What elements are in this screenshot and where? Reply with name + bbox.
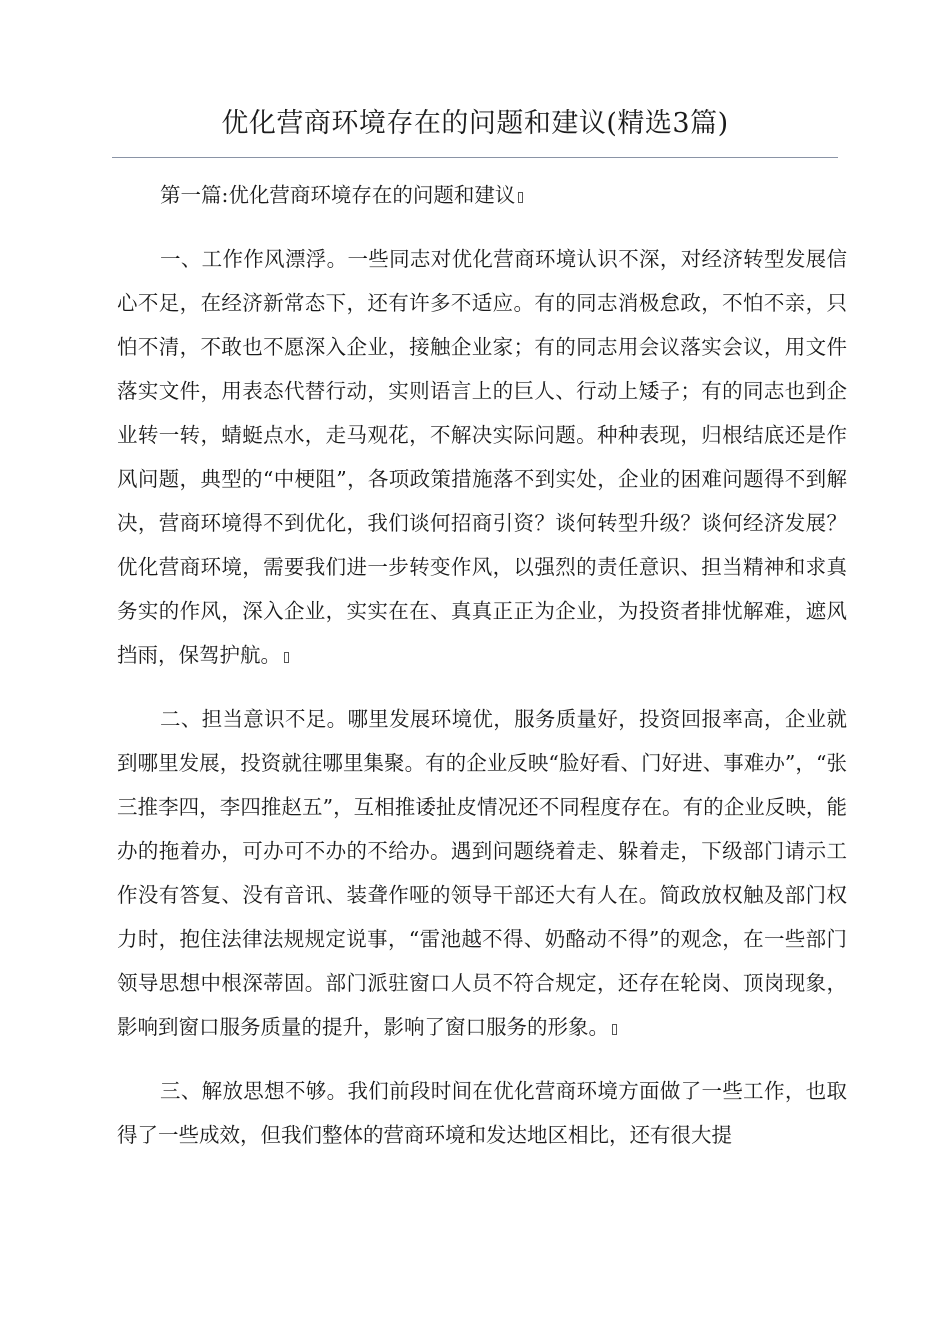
- document-title: 优化营商环境存在的问题和建议(精选3篇): [221, 108, 729, 139]
- title-divider: [112, 157, 838, 158]
- paragraph-1: [117, 237, 847, 677]
- paragraph-2: [117, 697, 847, 1049]
- paragraph-3: [117, 1069, 847, 1157]
- paragraph-mark-icon: [518, 192, 523, 203]
- document-body: [117, 173, 847, 1157]
- paragraph-mark-icon: [612, 1024, 617, 1035]
- paragraph-2-text: 二、担当意识不足。哪里发展环境优，服务质量好，投资回报率高，企业就到哪里发展，投资就往哪里集聚。有的企业反映“脸好看、门好进、事难办”，“张三推李四，李四推赵五”，互相推诿扯皮情况还不同程度存在。有的企业反映，能办的拖着办，可办可不办的不给办。遇到问题绕着走、躲着走，下级部门请示工作没有答复、没有音讯、装聋作哑的领导干部还大有人在。简政放权触及部门权力时，抱住法律法规规定说事，“雷池越不得、奶酪动不得”的观念，在一些部门领导思想中根深蒂固。部门派驻窗口人员不符合规定，还存在轮岗、顶岗现象，影响到窗口服务质量的提升，影响了窗口服务的形象。: [117, 707, 847, 1039]
- paragraph-1-text: 一、工作作风漂浮。一些同志对优化营商环境认识不深，对经济转型发展信心不足，在经济新常态下，还有许多不适应。有的同志消极怠政，不怕不亲，只怕不清，不敢也不愿深入企业，接触企业家；有的同志用会议落实会议，用文件落实文件，用表态代替行动，实则语言上的巨人、行动上矮子；有的同志也到企业转一转，蜻蜓点水，走马观花，不解决实际问题。种种表现，归根结底还是作风问题，典型的“中梗阻”，各项政策措施落不到实处，企业的困难问题得不到解决，营商环境得不到优化，我们谈何招商引资？谈何转型升级？谈何经济发展？优化营商环境，需要我们进一步转变作风，以强烈的责任意识、担当精神和求真务实的作风，深入企业，实实在在、真真正正为企业，为投资者排忧解难，遮风挡雨，保驾护航。: [117, 247, 847, 667]
- section-subtitle: [117, 173, 847, 217]
- paragraph-mark-icon: [284, 652, 289, 663]
- section-subtitle-text: 第一篇:优化营商环境存在的问题和建议: [160, 183, 516, 207]
- paragraph-3-text: 三、解放思想不够。我们前段时间在优化营商环境方面做了一些工作，也取得了一些成效，但我们整体的营商环境和发达地区相比，还有很大提: [117, 1079, 847, 1147]
